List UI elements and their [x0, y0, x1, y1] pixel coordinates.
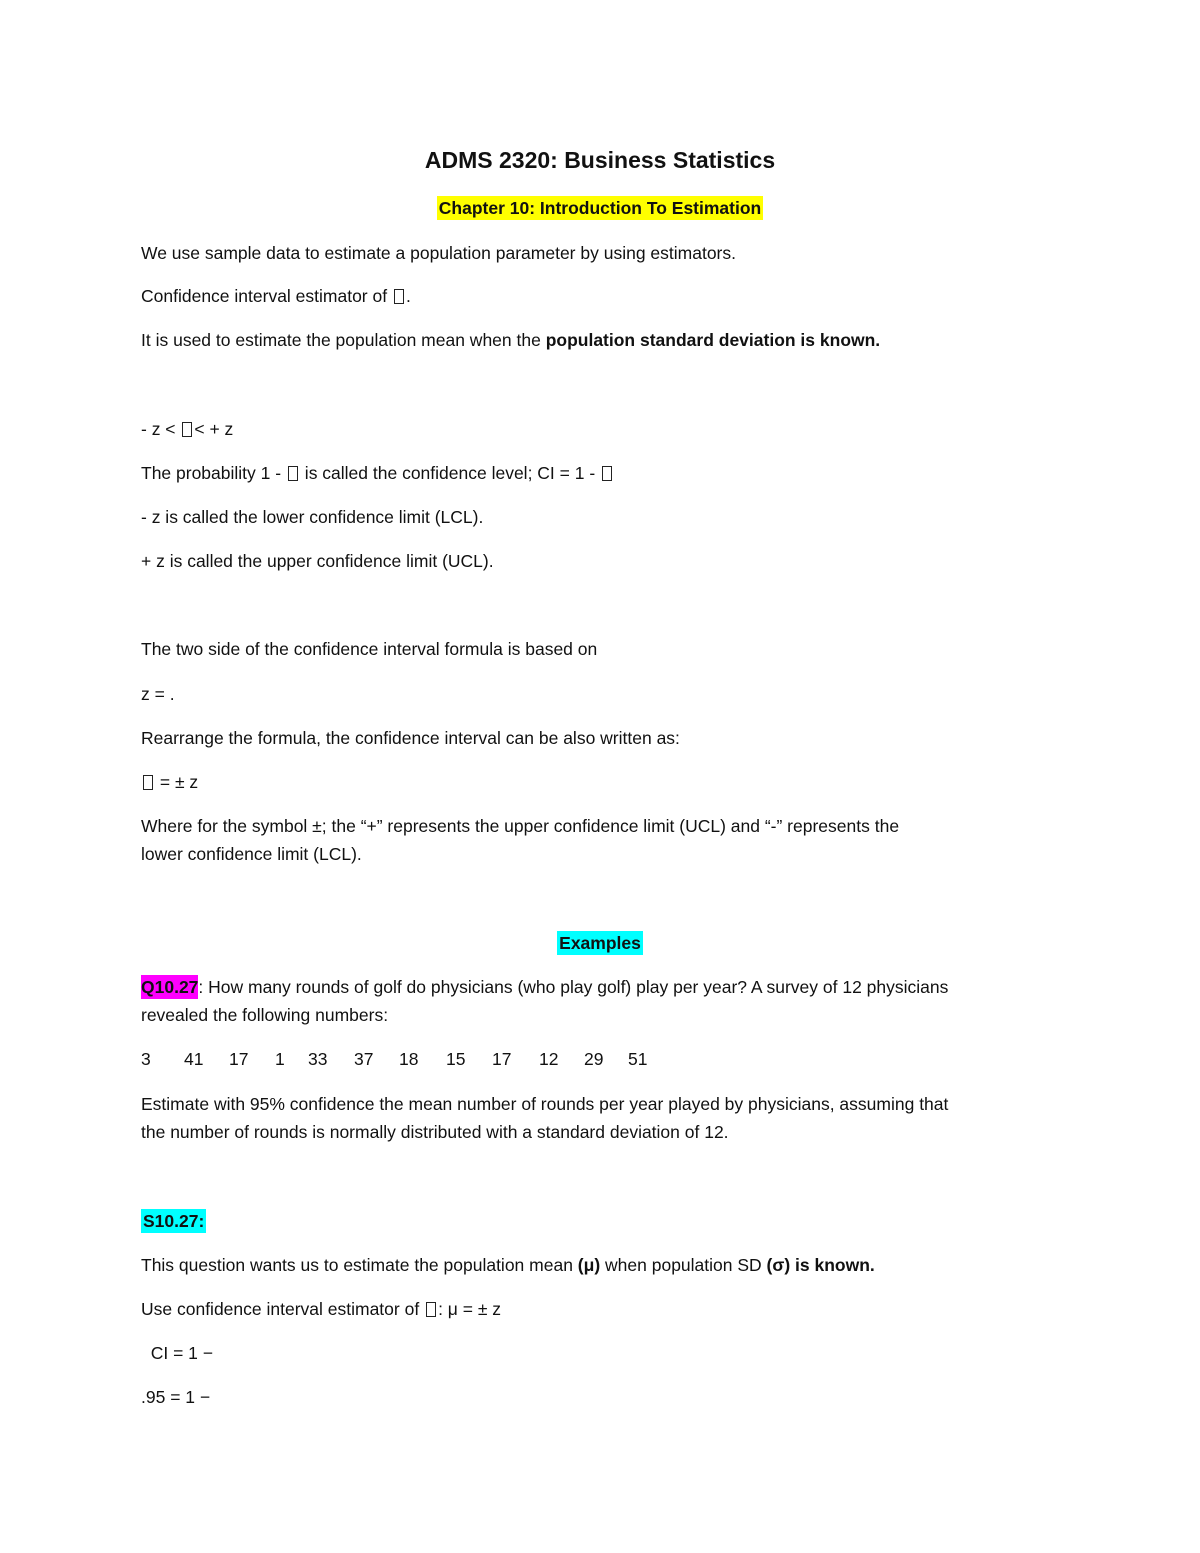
data-value: 51	[628, 1049, 648, 1069]
known-sd-emphasis: population standard deviation is known.	[545, 330, 881, 350]
inequality-line: - z < < + z	[141, 419, 234, 439]
data-value: 1	[275, 1049, 285, 1069]
missing-glyph-icon	[602, 466, 612, 481]
paragraph-intro: We use sample data to estimate a population parameter by using estimators.	[141, 243, 736, 263]
estimate-line-1: Estimate with 95% confidence the mean number of rounds per year played by physicians, assuming that	[141, 1094, 949, 1114]
chapter-heading-text: Chapter 10: Introduction To Estimation	[438, 198, 762, 218]
data-value: 12	[539, 1049, 559, 1069]
data-value: 17	[229, 1049, 249, 1069]
data-value: 18	[399, 1049, 419, 1069]
question-label: Q10.27	[141, 977, 199, 997]
data-value: 3	[141, 1049, 151, 1069]
data-value: 15	[446, 1049, 466, 1069]
ucl-line: + z is called the upper confidence limit (UCL).	[141, 551, 494, 571]
data-value: 17	[492, 1049, 512, 1069]
examples-heading-text: Examples	[559, 933, 641, 953]
chapter-heading	[0, 196, 1200, 220]
data-value: 37	[354, 1049, 374, 1069]
solution-label: S10.27:	[143, 1211, 205, 1231]
solution-heading	[141, 1209, 206, 1233]
z-equation: z = .	[141, 684, 175, 704]
rearrange-line: Rearrange the formula, the confidence interval can be also written as:	[141, 728, 680, 748]
use-ci-line: Use confidence interval estimator of : μ = ± z	[141, 1299, 502, 1319]
paragraph-usage: It is used to estimate the population mean when the population standard deviation is known.	[141, 330, 881, 350]
missing-glyph-icon	[426, 1302, 436, 1317]
missing-glyph-icon	[182, 422, 192, 437]
where-line-1: Where for the symbol ±; the “+” represents the upper confidence limit (UCL) and “-” represents the	[141, 816, 900, 836]
missing-glyph-icon	[143, 775, 153, 790]
missing-glyph-icon	[394, 289, 404, 304]
lcl-line: - z is called the lower confidence limit (LCL).	[141, 507, 484, 527]
two-side-line: The two side of the confidence interval formula is based on	[141, 639, 598, 659]
data-value: 41	[184, 1049, 204, 1069]
estimate-line-2: the number of rounds is normally distributed with a standard deviation of 12.	[141, 1122, 729, 1142]
probability-line: The probability 1 - is called the confidence level; CI = 1 -	[141, 461, 614, 485]
ci-formula-line: = ± z	[141, 770, 198, 794]
question-line-2: revealed the following numbers:	[141, 1005, 389, 1025]
data-values	[141, 1047, 658, 1071]
data-value: 29	[584, 1049, 604, 1069]
question-line-1: Q10.27: How many rounds of golf do physicians (who play golf) play per year? A survey of 12 physicians	[141, 977, 949, 997]
data-value: 33	[308, 1049, 328, 1069]
examples-heading	[0, 931, 1200, 955]
ci-equation: CI = 1 −	[141, 1343, 213, 1363]
missing-glyph-icon	[288, 466, 298, 481]
solution-intro: This question wants us to estimate the population mean (μ) when population SD (σ) is known.	[141, 1255, 875, 1275]
paragraph-ci-estimator: Confidence interval estimator of .	[141, 286, 411, 306]
p95-equation: .95 = 1 −	[141, 1387, 211, 1407]
document-title: ADMS 2320: Business Statistics	[424, 147, 776, 173]
where-line-2: lower confidence limit (LCL).	[141, 844, 362, 864]
